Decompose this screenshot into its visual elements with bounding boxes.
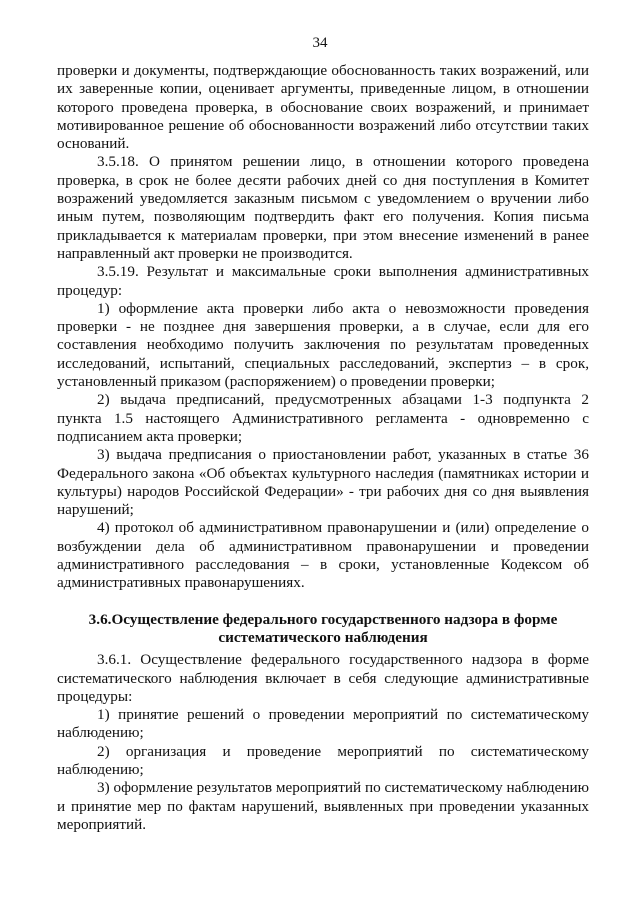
- section-heading-line1: 3.6.Осуществление федерального государственного надзора в форме: [88, 610, 558, 628]
- paragraph-3-6-1: 3.6.1. Осуществление федерального государственного надзора в форме систематического наблюдения включает в себя следующие административные процедуры:: [57, 651, 589, 705]
- list-item-1: 1) оформление акта проверки либо акта о невозможности проведения проверки - не позднее дня завершения проверки, а в случае, если для его составления необходимо получить заключения по результатам проведенных исследований, испытаний, специальных расследований, экспертиз – в срок, установленный приказом (распоряжением) о проведении проверки;: [57, 299, 589, 391]
- paragraph-continuation: проверки и документы, подтверждающие обоснованность таких возражений, или их заверенные копии, оценивает аргументы, приведенные лицом, в отношении которого проведена проверка, в обоснование своих возражений, и принимает мотивированное решение об обоснованности возражений либо отсутствии таких оснований.: [57, 62, 589, 153]
- paragraph-3-5-18: 3.5.18. О принятом решении лицо, в отношении которого проведена проверка, в срок не более десяти рабочих дней со дня поступления в Комитет возражений уведомляется заказным письмом с уведомлением о вручении либо иным путем, позволяющим подтвердить факт его получения. Копия письма прикладывается к материалам проверки, при этом внесение изменений в ранее направленный акт проверки не производится.: [57, 153, 589, 262]
- section-heading-3-6: [57, 611, 589, 648]
- list-item-3: 3) выдача предписания о приостановлении работ, указанных в статье 36 Федерального закона «Об объектах культурного наследия (памятниках истории и культуры) народов Российской Федерации» - три рабочих дня со дня выявления нарушений;: [57, 446, 589, 519]
- list-item-4: 4) протокол об административном правонарушении и (или) определение о возбуждении дела об административном правонарушении и проведении административного расследования – в сроки, установленные Кодексом об административных правонарушениях.: [57, 519, 589, 592]
- section-heading-line2: систематического наблюдения: [218, 628, 428, 646]
- paragraph-3-5-19: 3.5.19. Результат и максимальные сроки выполнения административных процедур:: [57, 263, 589, 299]
- document-body: [57, 62, 589, 834]
- procedure-item-1: 1) принятие решений о проведении мероприятий по систематическому наблюдению;: [57, 706, 589, 742]
- procedure-item-3: 3) оформление результатов мероприятий по систематическому наблюдению и принятие мер по фактам нарушений, выявленных при проведении указанных мероприятий.: [57, 779, 589, 833]
- list-item-2: 2) выдача предписаний, предусмотренных абзацами 1-3 подпункта 2 пункта 1.5 настоящего Административного регламента - одновременно с подписанием акта проверки;: [57, 391, 589, 445]
- procedure-item-2: 2) организация и проведение мероприятий по систематическому наблюдению;: [57, 742, 589, 778]
- page-number: 34: [312, 35, 328, 51]
